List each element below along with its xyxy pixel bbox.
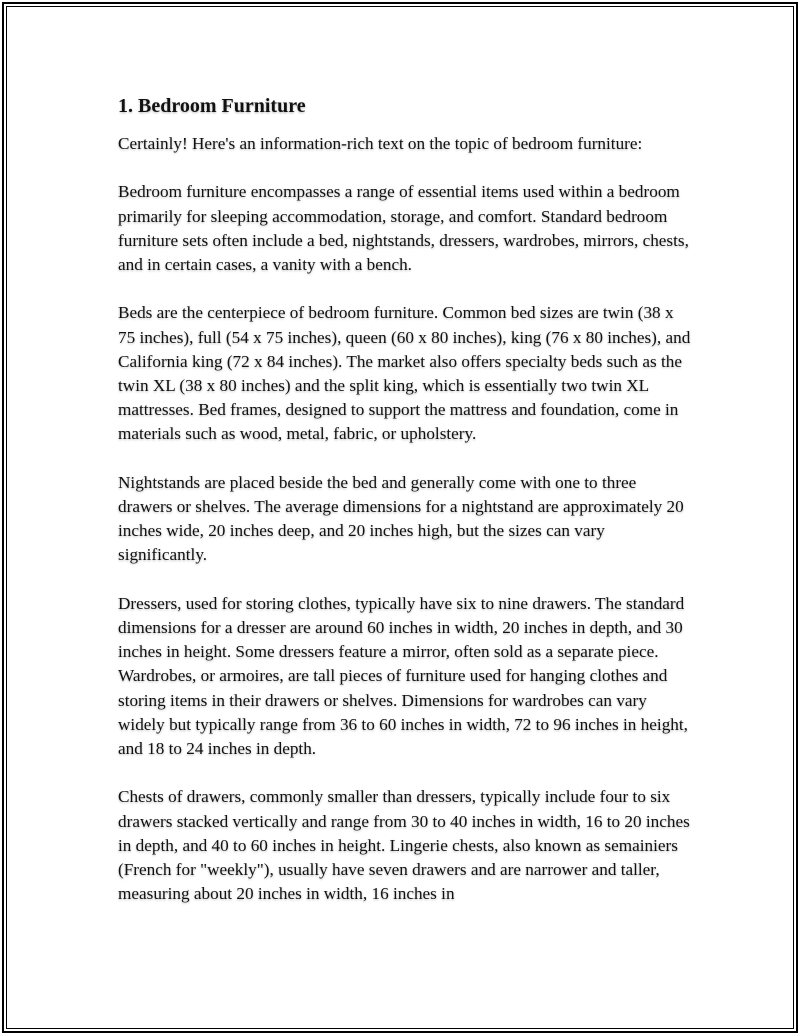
beds-paragraph: Beds are the centerpiece of bedroom furniture. Common bed sizes are twin (38 x 75 inches), full (54 x 75 inches), queen (60 x 80 inches), king (76 x 80 inches), and California king (72 x 84 inches). The market also offers specialty beds such as the twin XL (38 x 80 inches) and the split king, which is essentially two twin XL mattresses. Bed frames, designed to support the mattress and foundation, come in materials such as wood, metal, fabric, or upholstery.	[118, 303, 691, 444]
nightstands-paragraph: Nightstands are placed beside the bed and generally come with one to three drawers or shelves. The average dimensions for a nightstand are approximately 20 inches wide, 20 inches deep, and 20 inches high, but the sizes can vary significantly.	[118, 472, 684, 565]
section-heading: 1. Bedroom Furniture	[118, 95, 306, 117]
document-body	[118, 94, 693, 931]
dressers-paragraph: Dressers, used for storing clothes, typically have six to nine drawers. The standard dimensions for a dresser are around 60 inches in width, 20 inches in depth, and 30 inches in height. Some dressers feature a mirror, often sold as a separate piece. Wardrobes, or armoires, are tall pieces of furniture used for hanging clothes and storing items in their drawers or shelves. Dimensions for wardrobes can vary widely but typically range from 36 to 60 inches in width, 72 to 96 inches in height, and 18 to 24 inches in depth.	[118, 593, 688, 759]
intro-paragraph: Certainly! Here's an information-rich text on the topic of bedroom furniture:	[118, 134, 643, 153]
chests-paragraph: Chests of drawers, commonly smaller than dressers, typically include four to six drawers stacked vertically and range from 30 to 40 inches in width, 16 to 20 inches in depth, and 40 to 60 inches in height. Lingerie chests, also known as semainiers (French for "weekly"), usually have seven drawers and are narrower and taller, measuring about 20 inches in width, 16 inches in	[118, 787, 690, 904]
overview-paragraph: Bedroom furniture encompasses a range of essential items used within a bedroom primarily for sleeping accommodation, storage, and comfort. Standard bedroom furniture sets often include a bed, nightstands, dressers, wardrobes, mirrors, chests, and in certain cases, a vanity with a bench.	[118, 182, 689, 274]
